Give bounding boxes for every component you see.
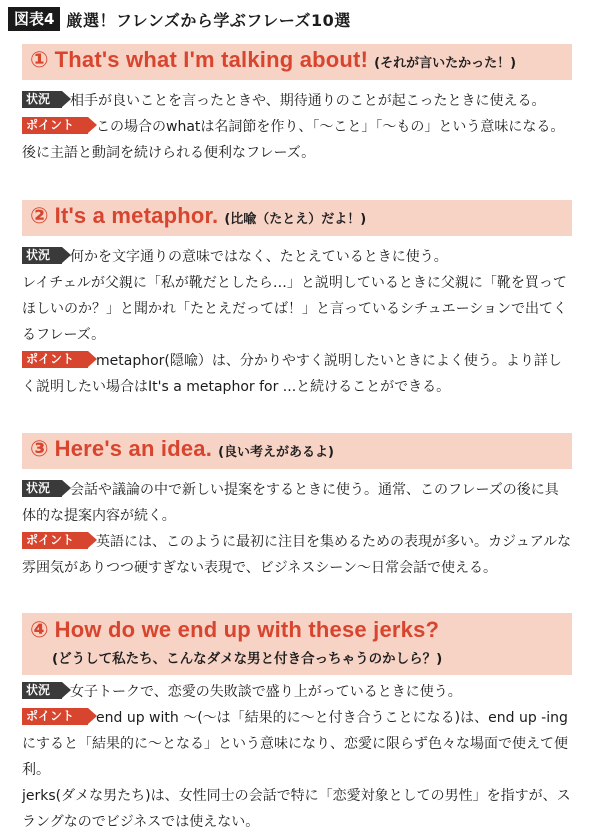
- phrase-body: [22, 477, 572, 581]
- point-tag: ポイント: [22, 708, 88, 725]
- phrase-section-4: [22, 613, 572, 835]
- point-text: この場合のwhatは名詞節を作り、「〜こと」「〜もの」という意味になる。後に主語と動詞を続けられる便利なフレーズ。: [22, 119, 565, 161]
- point-text: end up with 〜(〜は「結果的に〜と付き合うことになる)は、end up -ingにすると「結果的に〜となる」という意味になり、恋愛に限らず色々な場面で使えて便利。: [22, 710, 568, 778]
- phrase-translation: (比喩（たとえ）だよ！): [224, 212, 367, 227]
- situation-tag: 状況: [22, 480, 62, 497]
- point-paragraph: [22, 705, 572, 783]
- point-paragraph: [22, 348, 572, 400]
- situation-tag: 状況: [22, 682, 62, 699]
- situation-text: 女子トークで、恋愛の失敗談で盛り上がっているときに使う。: [70, 684, 462, 700]
- phrase-translation: (どうして私たち、こんなダメな男と付き合っちゃうのかしら？): [52, 651, 443, 667]
- situation-tag: 状況: [22, 247, 62, 264]
- point-tag: ポイント: [22, 532, 88, 549]
- phrase-body: [22, 244, 572, 400]
- phrase-band: [22, 613, 572, 675]
- figure-label: 図表4: [8, 7, 60, 31]
- situation-text: 何かを文字通りの意味ではなく、たとえているときに使う。: [70, 249, 448, 265]
- phrase-section-2: [22, 200, 572, 400]
- phrase-translation: (良い考えがあるよ): [218, 445, 334, 460]
- situation-tag: 状況: [22, 91, 62, 108]
- point-paragraph: [22, 114, 572, 166]
- phrase-section-3: [22, 433, 572, 581]
- phrase-number: ④: [30, 618, 49, 643]
- phrase-number: ②: [30, 204, 49, 229]
- phrase-english: Here's an idea.: [54, 436, 213, 461]
- phrase-number: ①: [30, 48, 49, 73]
- figure-title: 厳選！フレンズから学ぶフレーズ10選: [66, 10, 351, 30]
- phrase-section-1: [22, 44, 572, 166]
- figure-header: [8, 6, 351, 32]
- phrase-english: How do we end up with these jerks?: [54, 617, 440, 642]
- phrase-english: That's what I'm talking about!: [54, 47, 369, 72]
- phrase-english: It's a metaphor.: [54, 203, 219, 228]
- point-text: metaphor(隠喩）は、分かりやすく説明したいときによく使う。より詳しく説明したい場合はIt's a metaphor for ...と続けることができる。: [22, 353, 562, 395]
- situation-text: 会話や議論の中で新しい提案をするときに使う。通常、このフレーズの後に具体的な提案内容が続く。: [22, 482, 559, 524]
- situation-paragraph: [22, 477, 572, 529]
- phrase-band: [22, 44, 572, 80]
- phrase-band: [22, 200, 572, 236]
- phrase-body: [22, 88, 572, 166]
- phrase-body: [22, 679, 572, 835]
- phrase-translation: (それが言いたかった！): [374, 56, 517, 71]
- phrase-number: ③: [30, 437, 49, 462]
- phrase-band: [22, 433, 572, 469]
- situation-paragraph: [22, 679, 572, 705]
- point-text: 英語には、このように最初に注目を集めるための表現が多い。カジュアルな雰囲気がありつつ硬すぎない表現で、ビジネスシーン〜日常会話で使える。: [22, 534, 572, 576]
- point-paragraph: [22, 529, 572, 581]
- point-tag: ポイント: [22, 351, 88, 368]
- context-paragraph: jerks(ダメな男たち)は、女性同士の会話で特に「恋愛対象としての男性」を指すが、スラングなのでビジネスでは使えない。: [22, 788, 571, 830]
- point-tag: ポイント: [22, 117, 88, 134]
- situation-text: 相手が良いことを言ったときや、期待通りのことが起こったときに使える。: [70, 93, 546, 109]
- context-paragraph: レイチェルが父親に「私が靴だとしたら…」と説明しているときに父親に「靴を買ってほしいのか？」と聞かれ「たとえだってば！」と言っているシチュエーションで出てくるフレーズ。: [22, 275, 568, 343]
- situation-paragraph: [22, 244, 572, 270]
- situation-paragraph: [22, 88, 572, 114]
